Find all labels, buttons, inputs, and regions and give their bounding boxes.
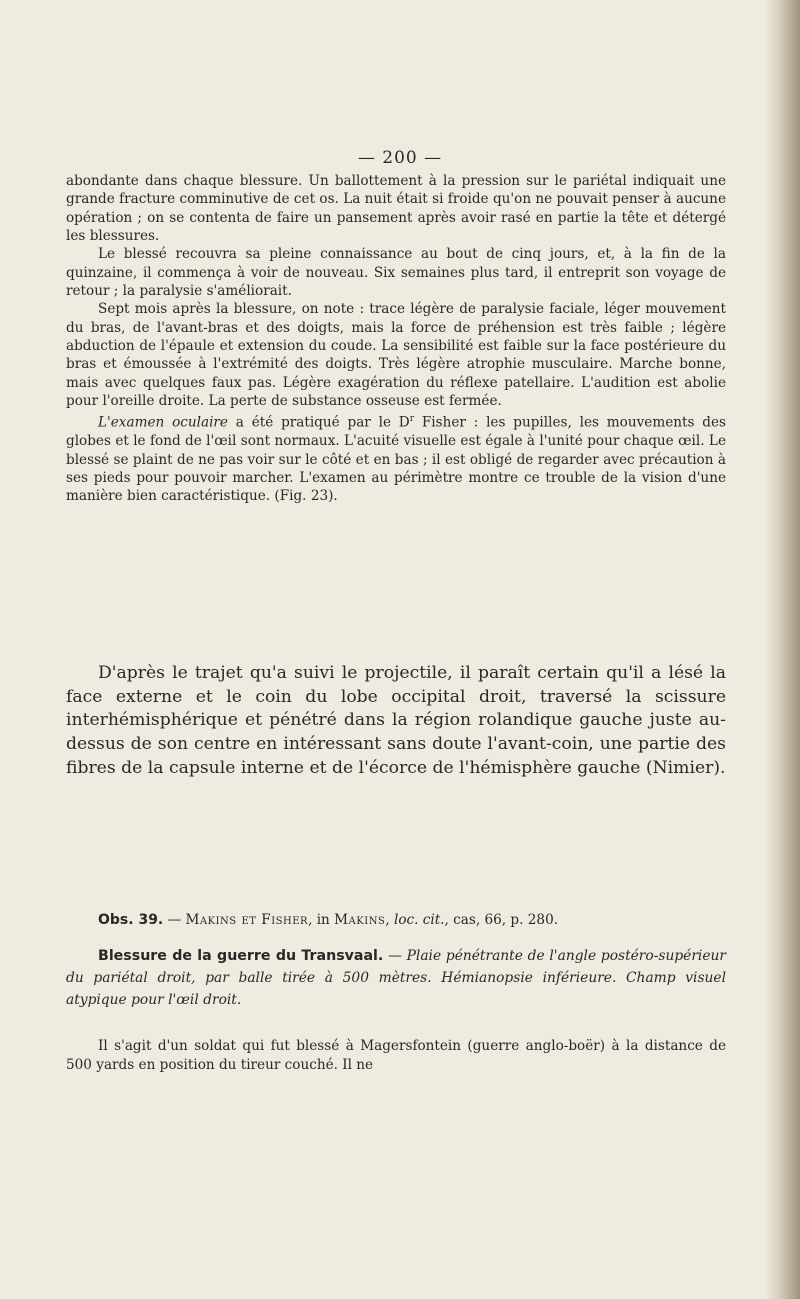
observation-author-2: Makins bbox=[334, 912, 386, 928]
observation-in: , in bbox=[308, 912, 335, 928]
paragraph-4-part-b: Fisher : les pupilles, les mouvements des globes et le fond de l'œil sont normaux. L'acuité visuelle est égale à l'unité pour chaque œil. Le blessé se plaint de ne pas voir sur le côté et en bas ; il est obligé de regarder avec précaution à ses pieds pour pouvoir marcher. L'examen au périmètre montre ce trouble de la vision d'une manière bien caractéristique. (Fig. 23). bbox=[66, 415, 726, 505]
observation-sep: , bbox=[385, 912, 394, 928]
paragraph-2: Le blessé recouvra sa pleine connaissance au bout de cinq jours, et, à la fin de la quinzaine, il commença à voir de nouveau. Six semaines plus tard, il entreprit son voyage de retour ; la paralysie s'améliorait. bbox=[66, 246, 726, 300]
case-description: Plaie pénétrante de l'angle postéro-supérieur du pariétal droit, par balle tirée à 500 mètres. Hémianopsie inférieure. Champ visuel atypique pour l'œil droit. bbox=[66, 948, 726, 1008]
examen-oculaire-heading: L'examen oculaire bbox=[98, 415, 228, 431]
case-dash: — bbox=[383, 948, 407, 964]
paragraph-4-part-a: a été pratiqué par le D bbox=[227, 415, 410, 431]
case-title: Blessure de la guerre du Transvaal. bbox=[98, 948, 384, 964]
paragraph-1: abondante dans chaque blessure. Un ballottement à la pression sur le pariétal indiquait une grande fracture comminutive de cet os. La nuit était si froide qu'on ne pouvait penser à aucune opération ; on se contenta de faire un pansement après avoir rasé en partie la tête et détergé les blessures. bbox=[66, 173, 726, 245]
paragraph-5: D'après le trajet qu'a suivi le projectile, il paraît certain qu'il a lésé la face externe et le coin du lobe occipital droit, traversé la scissure interhémisphérique et pénétré dans la région rolandique gauche juste au-dessus de son centre en intéressant sans doute l'avant-coin, une partie des fibres de la capsule interne et de l'écorce de l'hémisphère gauche (Nimier). bbox=[66, 663, 726, 778]
paragraph-3: Sept mois après la blessure, on note : trace légère de paralysie faciale, léger mouvement du bras, de l'avant-bras et des doigts, mais la force de préhension est très faible ; légère abduction de l'épaule et extension du coude. La sensibilité est faible sur la face postérieure du bras et émoussée à l'extrémité des doigts. Très légère atrophie musculaire. Marche bonne, mais avec quelques faux pas. Légère exagération du réflexe patellaire. L'audition est abolie pour l'oreille droite. La perte de substance osseuse est fermée. bbox=[66, 301, 726, 410]
small-text-block bbox=[66, 172, 726, 506]
observation-authors: Makins et Fisher bbox=[185, 912, 309, 928]
large-text-block bbox=[66, 662, 726, 781]
doctor-superscript: r bbox=[409, 414, 415, 425]
paragraph-6: Il s'agit d'un soldat qui fut blessé à Magersfontein (guerre anglo-boër) à la distance de 500 yards en position du tireur couché. Il ne bbox=[66, 1038, 726, 1073]
page-number: — 200 — bbox=[357, 148, 443, 168]
observation-loc-cit: loc. cit. bbox=[393, 912, 445, 928]
observation-tail: , cas, 66, p. 280. bbox=[444, 912, 559, 928]
case-summary bbox=[66, 945, 726, 1011]
observation-dash: — bbox=[163, 912, 186, 928]
observation-reference bbox=[66, 911, 726, 929]
observation-label: Obs. 39. bbox=[98, 912, 164, 928]
paragraph-4 bbox=[66, 410, 726, 505]
